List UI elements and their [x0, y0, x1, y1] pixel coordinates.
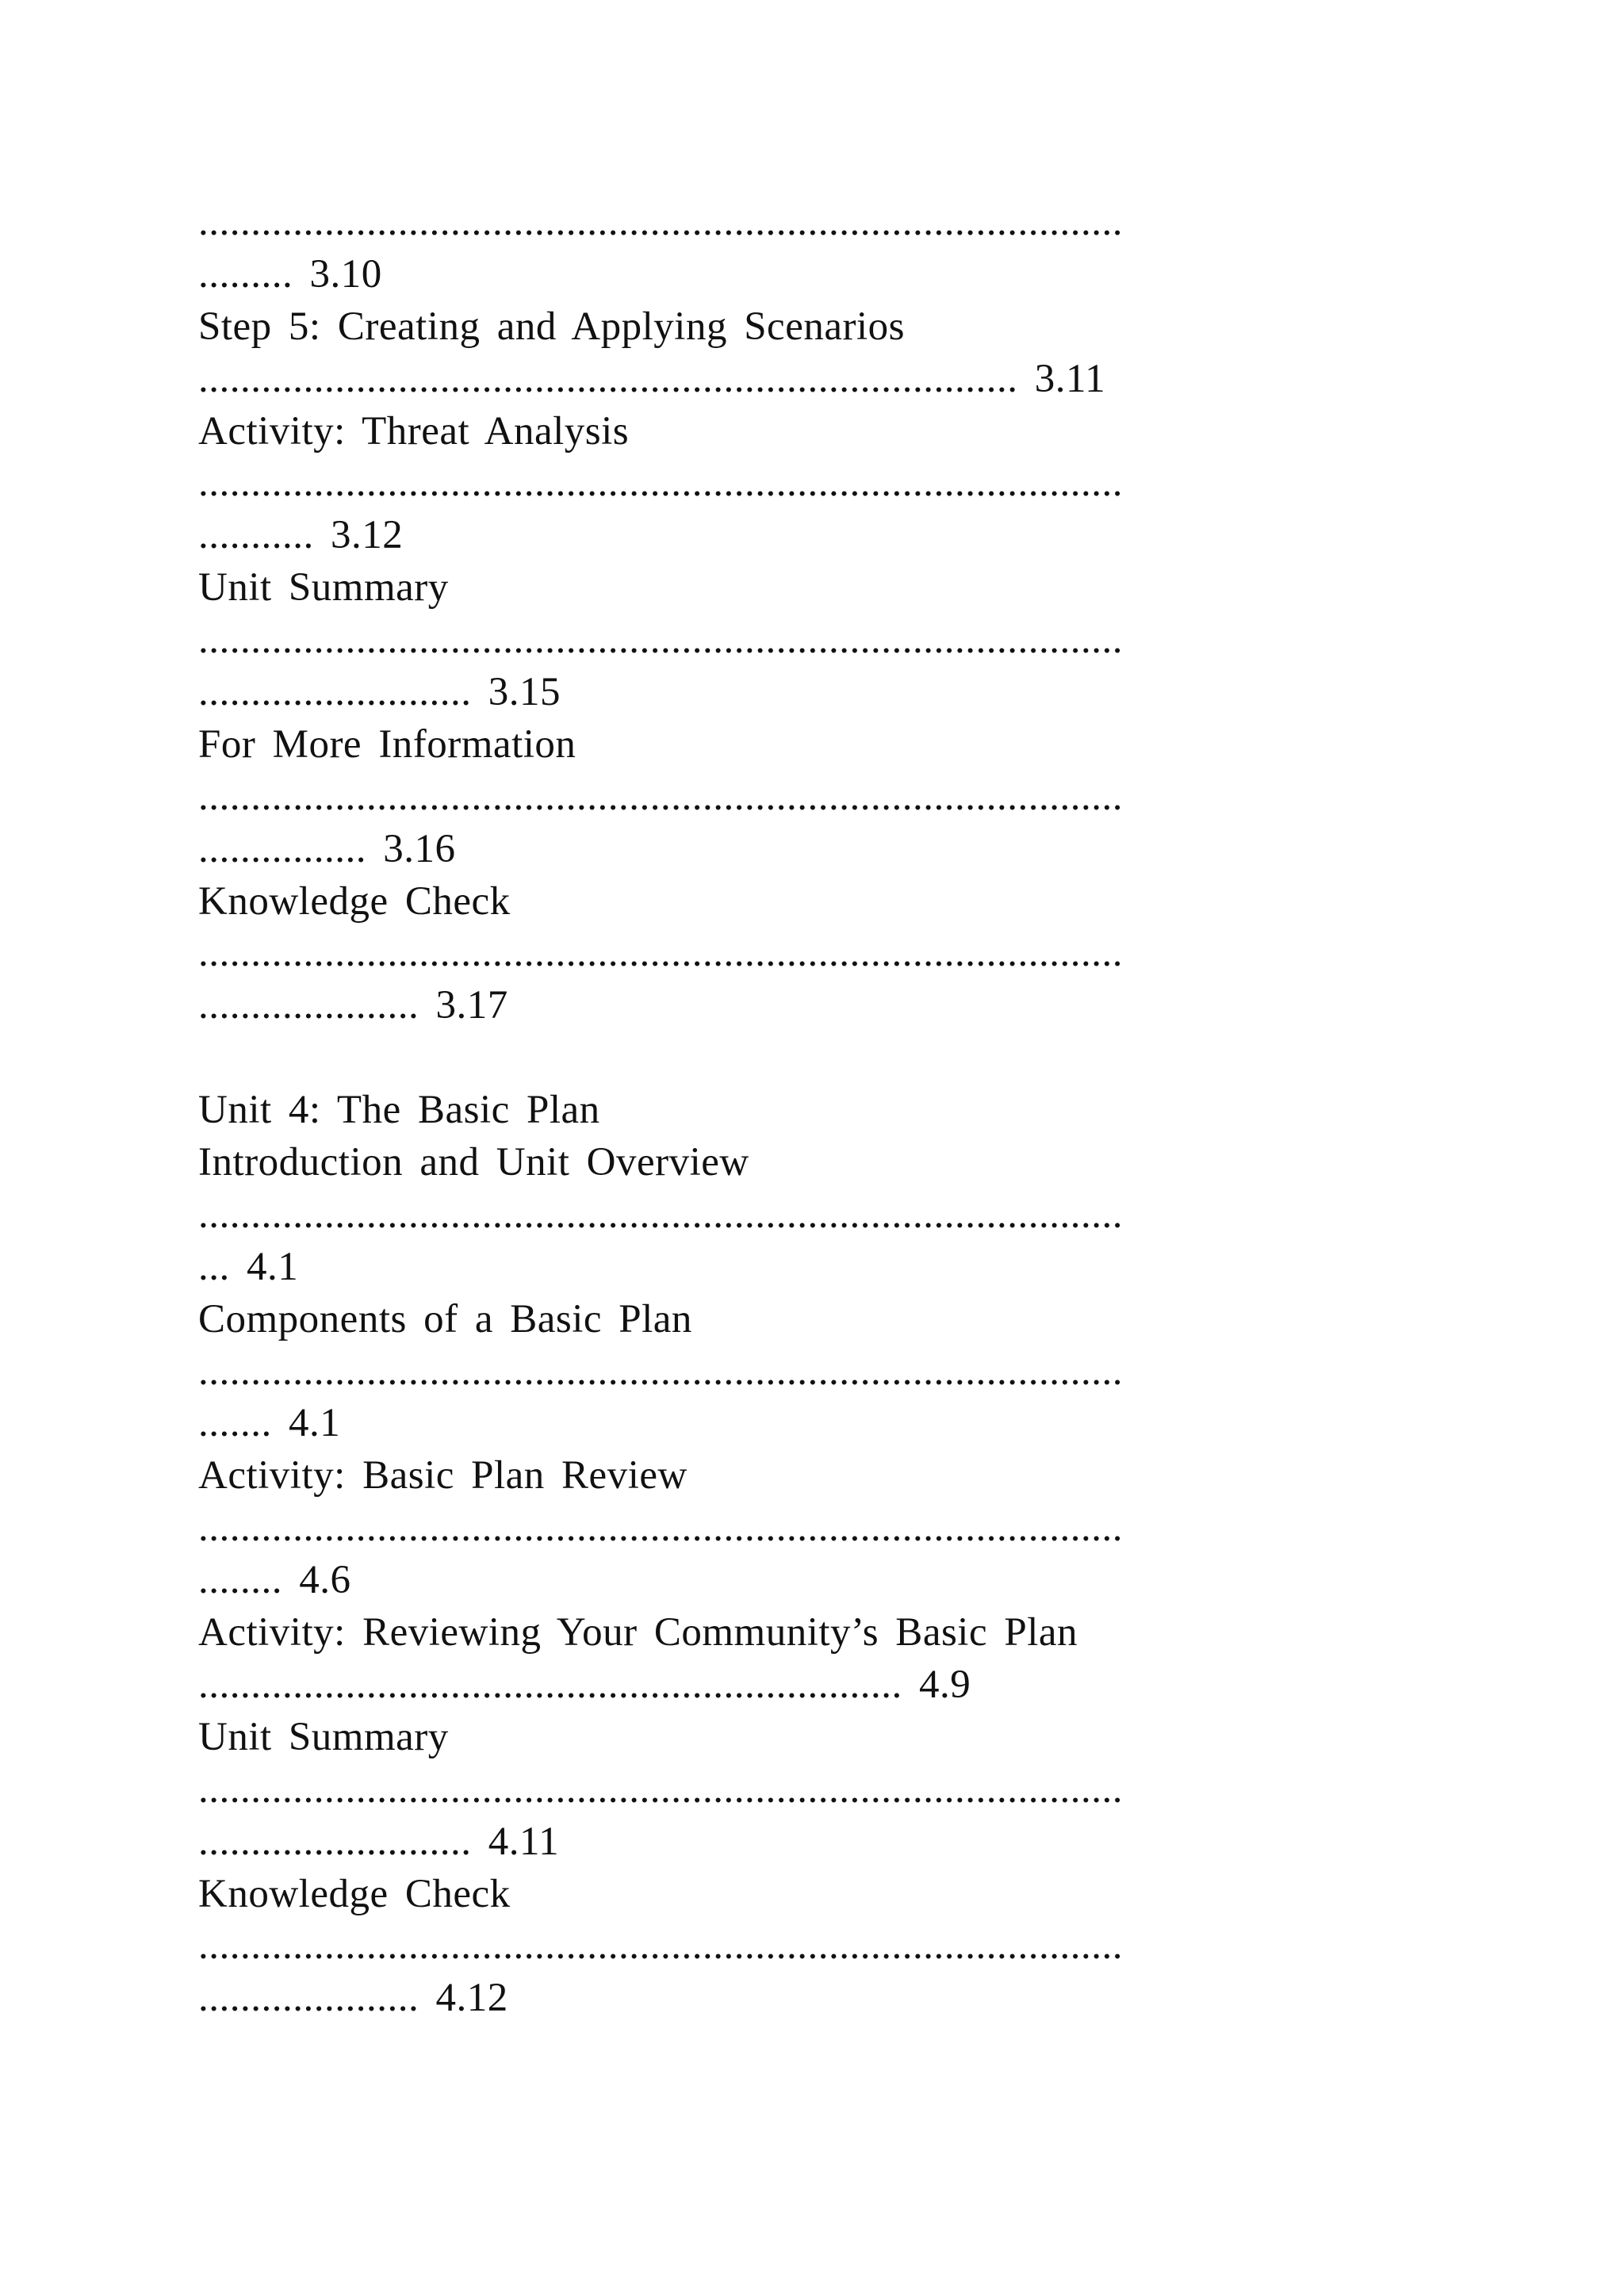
toc-entry-title: Step 5: Creating and Applying Scenarios	[198, 304, 905, 349]
toc-line: ........................................................................................	[198, 1506, 1123, 1551]
toc-page-ref: ................ 3.16	[198, 826, 456, 871]
toc-entry-title: Activity: Basic Plan Review	[198, 1453, 688, 1498]
toc-line: ........................................................................................	[198, 774, 1123, 819]
toc-page-ref: ........ 4.6	[198, 1558, 351, 1603]
toc-entry-title: Unit Summary	[198, 565, 449, 610]
toc-page-ref: ......... 3.10	[198, 251, 382, 297]
toc-entry-title: Activity: Reviewing Your Community’s Basic Plan	[198, 1610, 1078, 1655]
toc-entry-title: Unit Summary	[198, 1714, 449, 1759]
toc-line: ........................................................................................	[198, 1923, 1123, 1969]
unit-heading: Unit 4: The Basic Plan	[198, 1088, 600, 1133]
toc-page-ref: .......................... 4.11	[198, 1819, 560, 1864]
toc-line: ........................................................................................	[198, 931, 1123, 976]
toc-page-ref: ....... 4.1	[198, 1401, 341, 1446]
toc-line: ........................................................................................	[198, 1766, 1123, 1812]
toc-entry-title: Activity: Threat Analysis	[198, 408, 630, 453]
toc-line: ........................................................................................	[198, 1192, 1123, 1237]
toc-entry-title: Knowledge Check	[198, 1871, 511, 1916]
toc-entry-title: Components of a Basic Plan	[198, 1296, 692, 1341]
toc-page-ref: ..................... 4.12	[198, 1976, 508, 2021]
toc-page-ref: .......................... 3.15	[198, 670, 561, 715]
toc-page-ref: ................................................................... 4.9	[198, 1662, 971, 1707]
table-of-contents	[198, 197, 1435, 2025]
toc-page-ref: .............................................................................. 3.11	[198, 356, 1106, 401]
toc-line: ........................................................................................	[198, 1349, 1123, 1394]
toc-line: ........................................................................................	[198, 461, 1123, 506]
toc-line: ........................................................................................	[198, 618, 1123, 663]
blank-line	[198, 1032, 1435, 1085]
toc-page-ref: ... 4.1	[198, 1244, 299, 1289]
toc-line: ........................................................................................	[198, 200, 1123, 244]
toc-page-ref: ........... 3.12	[198, 513, 404, 558]
toc-entry-title: Knowledge Check	[198, 878, 511, 924]
toc-page-ref: ..................... 3.17	[198, 983, 508, 1028]
toc-entry-title: For More Information	[198, 721, 576, 767]
toc-entry-title: Introduction and Unit Overview	[198, 1140, 749, 1185]
